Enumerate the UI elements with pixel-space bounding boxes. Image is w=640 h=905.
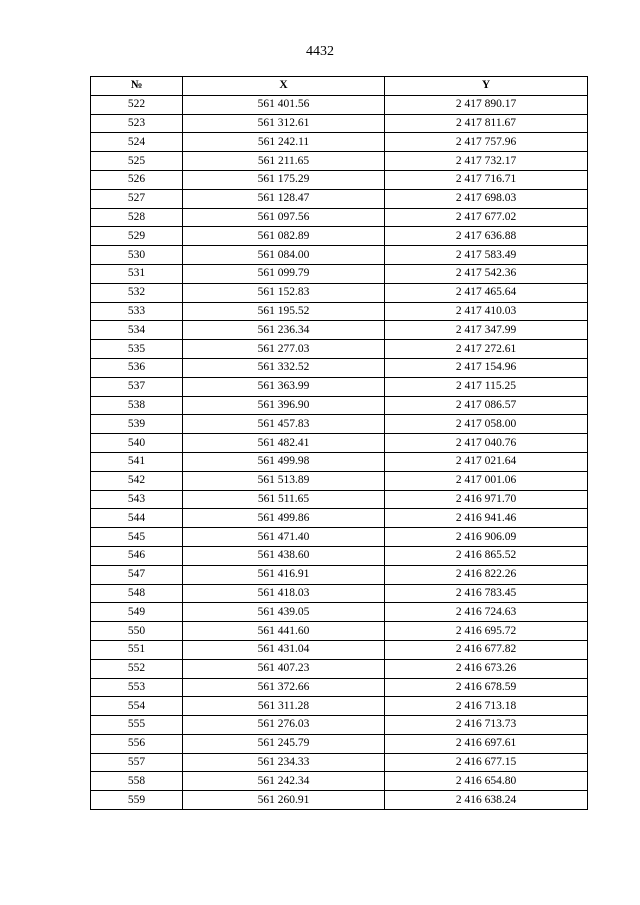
cell-y: 2 416 713.18	[385, 697, 588, 716]
table-header-row	[91, 77, 588, 96]
cell-y: 2 417 086.57	[385, 396, 588, 415]
cell-x: 561 407.23	[183, 659, 385, 678]
cell-x: 561 431.04	[183, 640, 385, 659]
cell-y: 2 416 654.80	[385, 772, 588, 791]
table-row	[91, 716, 588, 735]
cell-number: 554	[91, 697, 183, 716]
cell-y: 2 417 347.99	[385, 321, 588, 340]
cell-x: 561 245.79	[183, 734, 385, 753]
cell-number: 541	[91, 452, 183, 471]
cell-number: 557	[91, 753, 183, 772]
cell-number: 532	[91, 283, 183, 302]
cell-y: 2 416 695.72	[385, 622, 588, 641]
cell-y: 2 416 677.82	[385, 640, 588, 659]
cell-number: 537	[91, 377, 183, 396]
table-row	[91, 697, 588, 716]
table-row	[91, 659, 588, 678]
cell-number: 522	[91, 95, 183, 114]
table-row	[91, 264, 588, 283]
header-y: Y	[385, 77, 588, 96]
cell-x: 561 439.05	[183, 603, 385, 622]
table-row	[91, 753, 588, 772]
cell-number: 551	[91, 640, 183, 659]
cell-y: 2 416 678.59	[385, 678, 588, 697]
cell-y: 2 417 890.17	[385, 95, 588, 114]
cell-y: 2 416 941.46	[385, 509, 588, 528]
cell-number: 544	[91, 509, 183, 528]
cell-number: 548	[91, 584, 183, 603]
cell-x: 561 277.03	[183, 340, 385, 359]
table-row	[91, 396, 588, 415]
table-row	[91, 565, 588, 584]
cell-number: 553	[91, 678, 183, 697]
cell-x: 561 499.98	[183, 452, 385, 471]
table-row	[91, 208, 588, 227]
cell-x: 561 234.33	[183, 753, 385, 772]
cell-number: 552	[91, 659, 183, 678]
table-row	[91, 415, 588, 434]
cell-x: 561 471.40	[183, 528, 385, 547]
table-row	[91, 490, 588, 509]
cell-y: 2 416 638.24	[385, 791, 588, 810]
cell-y: 2 417 040.76	[385, 434, 588, 453]
header-x: X	[183, 77, 385, 96]
cell-y: 2 416 906.09	[385, 528, 588, 547]
table-row	[91, 509, 588, 528]
cell-x: 561 276.03	[183, 716, 385, 735]
table-row	[91, 622, 588, 641]
cell-number: 542	[91, 471, 183, 490]
table-row	[91, 546, 588, 565]
cell-x: 561 401.56	[183, 95, 385, 114]
cell-x: 561 128.47	[183, 189, 385, 208]
cell-x: 561 084.00	[183, 246, 385, 265]
cell-x: 561 457.83	[183, 415, 385, 434]
cell-x: 561 513.89	[183, 471, 385, 490]
table-row	[91, 452, 588, 471]
cell-y: 2 417 698.03	[385, 189, 588, 208]
page-number: 4432	[306, 44, 334, 59]
table-row	[91, 358, 588, 377]
table-row	[91, 791, 588, 810]
cell-y: 2 417 542.36	[385, 264, 588, 283]
table-row	[91, 246, 588, 265]
cell-x: 561 363.99	[183, 377, 385, 396]
table-row	[91, 471, 588, 490]
cell-y: 2 416 713.73	[385, 716, 588, 735]
cell-x: 561 482.41	[183, 434, 385, 453]
cell-number: 529	[91, 227, 183, 246]
table-row	[91, 434, 588, 453]
cell-x: 561 236.34	[183, 321, 385, 340]
cell-number: 558	[91, 772, 183, 791]
cell-number: 547	[91, 565, 183, 584]
cell-number: 534	[91, 321, 183, 340]
cell-x: 561 175.29	[183, 170, 385, 189]
cell-number: 559	[91, 791, 183, 810]
table-row	[91, 170, 588, 189]
cell-number: 527	[91, 189, 183, 208]
cell-x: 561 416.91	[183, 565, 385, 584]
cell-x: 561 438.60	[183, 546, 385, 565]
cell-y: 2 416 971.70	[385, 490, 588, 509]
cell-x: 561 097.56	[183, 208, 385, 227]
cell-y: 2 417 732.17	[385, 152, 588, 171]
cell-y: 2 417 583.49	[385, 246, 588, 265]
table-row	[91, 283, 588, 302]
cell-x: 561 372.66	[183, 678, 385, 697]
table-row	[91, 772, 588, 791]
cell-number: 549	[91, 603, 183, 622]
cell-x: 561 312.61	[183, 114, 385, 133]
cell-y: 2 416 783.45	[385, 584, 588, 603]
coordinates-table	[90, 76, 588, 810]
cell-x: 561 441.60	[183, 622, 385, 641]
cell-number: 545	[91, 528, 183, 547]
table-row	[91, 584, 588, 603]
cell-y: 2 417 058.00	[385, 415, 588, 434]
table-row	[91, 114, 588, 133]
cell-x: 561 396.90	[183, 396, 385, 415]
cell-y: 2 416 724.63	[385, 603, 588, 622]
cell-number: 524	[91, 133, 183, 152]
table-row	[91, 227, 588, 246]
cell-number: 546	[91, 546, 183, 565]
cell-number: 550	[91, 622, 183, 641]
table-row	[91, 640, 588, 659]
table-row	[91, 678, 588, 697]
cell-x: 561 311.28	[183, 697, 385, 716]
cell-x: 561 152.83	[183, 283, 385, 302]
cell-y: 2 417 757.96	[385, 133, 588, 152]
cell-number: 528	[91, 208, 183, 227]
cell-y: 2 417 465.64	[385, 283, 588, 302]
table-row	[91, 152, 588, 171]
cell-x: 561 332.52	[183, 358, 385, 377]
cell-y: 2 416 673.26	[385, 659, 588, 678]
cell-x: 561 242.34	[183, 772, 385, 791]
cell-y: 2 416 865.52	[385, 546, 588, 565]
cell-y: 2 417 154.96	[385, 358, 588, 377]
cell-y: 2 417 021.64	[385, 452, 588, 471]
cell-y: 2 417 001.06	[385, 471, 588, 490]
table-row	[91, 377, 588, 396]
cell-y: 2 417 410.03	[385, 302, 588, 321]
cell-y: 2 417 811.67	[385, 114, 588, 133]
cell-number: 540	[91, 434, 183, 453]
cell-x: 561 260.91	[183, 791, 385, 810]
cell-number: 555	[91, 716, 183, 735]
cell-number: 543	[91, 490, 183, 509]
cell-x: 561 195.52	[183, 302, 385, 321]
cell-number: 539	[91, 415, 183, 434]
cell-x: 561 082.89	[183, 227, 385, 246]
cell-number: 525	[91, 152, 183, 171]
cell-x: 561 511.65	[183, 490, 385, 509]
cell-number: 530	[91, 246, 183, 265]
cell-y: 2 416 697.61	[385, 734, 588, 753]
cell-number: 535	[91, 340, 183, 359]
table-row	[91, 189, 588, 208]
cell-x: 561 499.86	[183, 509, 385, 528]
table-row	[91, 603, 588, 622]
table-row	[91, 95, 588, 114]
table-row	[91, 528, 588, 547]
cell-number: 538	[91, 396, 183, 415]
cell-number: 533	[91, 302, 183, 321]
cell-y: 2 417 716.71	[385, 170, 588, 189]
table-row	[91, 321, 588, 340]
cell-y: 2 417 115.25	[385, 377, 588, 396]
table-row	[91, 340, 588, 359]
cell-y: 2 416 822.26	[385, 565, 588, 584]
cell-number: 556	[91, 734, 183, 753]
cell-y: 2 417 677.02	[385, 208, 588, 227]
cell-x: 561 418.03	[183, 584, 385, 603]
cell-x: 561 099.79	[183, 264, 385, 283]
table-row	[91, 133, 588, 152]
cell-number: 536	[91, 358, 183, 377]
table-row	[91, 302, 588, 321]
table-row	[91, 734, 588, 753]
cell-y: 2 416 677.15	[385, 753, 588, 772]
cell-y: 2 417 272.61	[385, 340, 588, 359]
cell-x: 561 211.65	[183, 152, 385, 171]
cell-number: 531	[91, 264, 183, 283]
cell-number: 526	[91, 170, 183, 189]
cell-y: 2 417 636.88	[385, 227, 588, 246]
header-number: №	[91, 77, 183, 96]
cell-x: 561 242.11	[183, 133, 385, 152]
cell-number: 523	[91, 114, 183, 133]
